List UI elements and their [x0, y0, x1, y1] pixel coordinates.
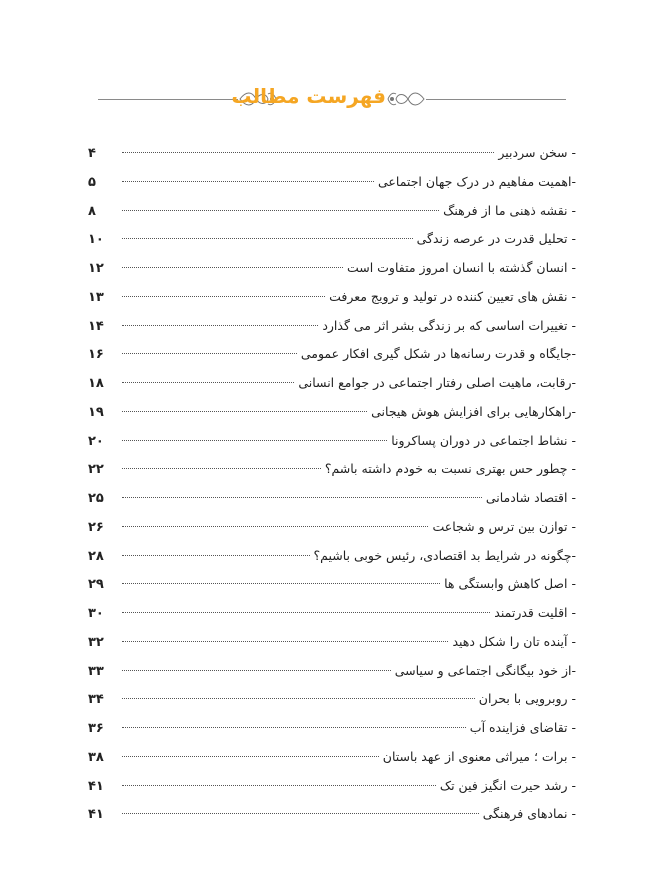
toc-entry-page-number: ۳۴: [88, 692, 104, 708]
toc-entry-page-number: ۴: [88, 146, 96, 161]
dotted-leader: [122, 382, 294, 383]
toc-entry[interactable]: [88, 455, 576, 484]
toc-entry-title: - چطور حس بهتری نسبت به خودم داشته باشم؟: [324, 461, 576, 477]
toc-entry-page-number: ۱۶: [88, 347, 104, 363]
toc-entry[interactable]: [88, 427, 576, 456]
dotted-leader: [122, 698, 475, 699]
toc-entry[interactable]: [88, 254, 576, 283]
toc-entry[interactable]: [88, 369, 576, 398]
dotted-leader: [122, 497, 482, 498]
toc-entry-page-number: ۳۳: [88, 663, 104, 679]
toc-entry[interactable]: [88, 570, 576, 599]
dotted-leader: [122, 325, 318, 326]
dotted-leader: [122, 296, 325, 297]
toc-entry[interactable]: [88, 772, 576, 801]
toc-entry-page-number: ۲۶: [88, 519, 104, 535]
toc-entry-title: - انسان گذشته با انسان امروز متفاوت است: [346, 260, 576, 275]
toc-entry[interactable]: [88, 139, 576, 168]
dotted-leader: [122, 785, 436, 786]
toc-entry[interactable]: [88, 398, 576, 427]
toc-entry-title: -اهمیت مفاهیم در درک جهان اجتماعی: [378, 173, 576, 189]
dotted-leader: [122, 210, 439, 211]
toc-entry-page-number: ۱۸: [88, 376, 104, 391]
toc-entry-title: - آینده تان را شکل دهید: [452, 633, 576, 649]
toc-entry-title: - نقشه ذهنی ما از فرهنگ: [443, 202, 576, 218]
toc-entry-title: -چگونه در شرایط بد اقتصادی، رئیس خوبی باشیم؟: [313, 547, 576, 563]
toc-entry[interactable]: [88, 657, 576, 686]
toc-entry-page-number: ۲۹: [88, 577, 104, 593]
toc-entry-title: - اصل کاهش وابستگی ها: [444, 576, 576, 592]
page-title: فهرست مطالب: [231, 84, 386, 108]
toc-entry-page-number: ۱۰: [88, 232, 104, 248]
toc-entry[interactable]: [88, 484, 576, 513]
toc-entry-page-number: ۱۲: [88, 261, 104, 276]
dotted-leader: [122, 727, 466, 728]
dotted-leader: [122, 468, 321, 469]
toc-entry-page-number: ۵: [88, 174, 96, 190]
toc-entry-title: - روبرویی با بحران: [478, 691, 576, 707]
toc-entry-page-number: ۲۵: [88, 491, 104, 506]
toc-entry[interactable]: [88, 340, 576, 369]
toc-entry[interactable]: [88, 513, 576, 542]
toc-entry-page-number: ۳۲: [88, 634, 104, 650]
toc-entry-title: - نقش های تعیین کننده در تولید و ترویج معرفت: [329, 288, 576, 304]
dotted-leader: [122, 555, 310, 556]
dotted-leader: [122, 641, 448, 642]
toc-entry-title: - توازن بین ترس و شجاعت: [432, 518, 576, 534]
toc-entry-page-number: ۳۶: [88, 721, 104, 736]
toc-entry[interactable]: [88, 197, 576, 226]
toc-entry[interactable]: [88, 599, 576, 628]
dotted-leader: [122, 670, 391, 671]
toc-entry[interactable]: [88, 628, 576, 657]
table-of-contents: [88, 139, 576, 829]
toc-entry[interactable]: [88, 743, 576, 772]
toc-entry-title: - تغییرات اساسی که بر زندگی بشر اثر می گذارد: [322, 317, 576, 333]
dotted-leader: [122, 612, 490, 613]
header-rule-left: [98, 99, 238, 100]
toc-entry-page-number: ۳۸: [88, 749, 104, 765]
toc-entry[interactable]: [88, 800, 576, 829]
toc-entry-page-number: ۱۴: [88, 318, 104, 334]
toc-entry[interactable]: [88, 168, 576, 197]
toc-entry-page-number: ۲۰: [88, 433, 104, 449]
dotted-leader: [122, 411, 367, 412]
header-rule-right: [426, 99, 566, 100]
toc-entry[interactable]: [88, 685, 576, 714]
toc-entry-page-number: ۲۲: [88, 462, 104, 478]
toc-entry-title: - نمادهای فرهنگی: [482, 806, 576, 822]
dotted-leader: [122, 583, 440, 584]
toc-entry-title: -راهکارهایی برای افزایش هوش هیجانی: [371, 403, 576, 419]
toc-entry[interactable]: [88, 312, 576, 341]
toc-entry-title: -از خود بیگانگی اجتماعی و سیاسی: [394, 662, 576, 678]
dotted-leader: [122, 181, 374, 182]
toc-entry-title: - سخن سردبیر: [498, 145, 576, 160]
dotted-leader: [122, 756, 379, 757]
dotted-leader: [122, 526, 428, 527]
dotted-leader: [122, 440, 387, 441]
toc-entry-title: - اقلیت قدرتمند: [494, 605, 576, 620]
toc-entry-title: -جایگاه و قدرت رسانه‌ها در شکل گیری افکار عمومی: [300, 346, 576, 362]
toc-entry-title: - برات ؛ میراثی معنوی از عهد باستان: [382, 748, 576, 764]
toc-entry-title: - رشد حیرت انگیز فین تک: [439, 777, 576, 793]
dotted-leader: [122, 353, 297, 354]
toc-entry-page-number: ۴۱: [88, 778, 104, 794]
toc-entry-title: - تقاضای فزاینده آب: [469, 720, 576, 735]
toc-entry[interactable]: [88, 283, 576, 312]
toc-entry-page-number: ۸: [88, 203, 96, 219]
toc-entry-page-number: ۲۸: [88, 548, 104, 564]
toc-entry-title: - اقتصاد شادمانی: [485, 490, 576, 505]
toc-entry-page-number: ۴۱: [88, 807, 104, 823]
dotted-leader: [122, 152, 494, 153]
toc-header: [98, 82, 566, 116]
toc-entry-title: - تحلیل قدرت در عرصه زندگی: [416, 231, 576, 247]
dotted-leader: [122, 267, 343, 268]
toc-entry-page-number: ۳۰: [88, 606, 104, 621]
dotted-leader: [122, 813, 479, 814]
flourish-ornament-icon: [386, 86, 426, 112]
toc-entry[interactable]: [88, 714, 576, 743]
toc-entry[interactable]: [88, 542, 576, 571]
toc-entry-title: - نشاط اجتماعی در دوران پساکرونا: [391, 432, 576, 448]
toc-entry-page-number: ۱۹: [88, 404, 104, 420]
toc-entry[interactable]: [88, 225, 576, 254]
toc-entry-page-number: ۱۳: [88, 289, 104, 305]
dotted-leader: [122, 238, 413, 239]
toc-entry-title: -رقابت، ماهیت اصلی رفتار اجتماعی در جوامع انسانی: [298, 375, 576, 390]
